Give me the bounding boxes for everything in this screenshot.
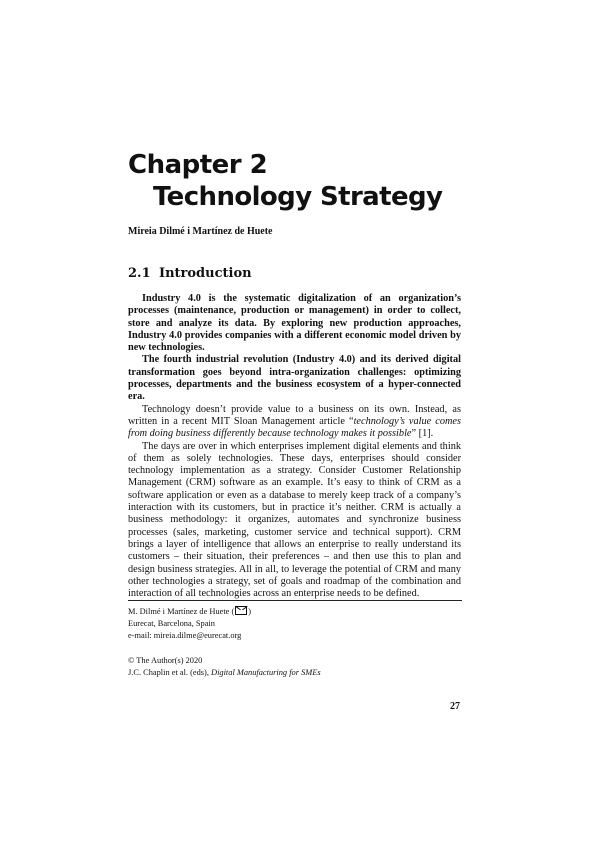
section-number: 2.1 — [128, 266, 151, 281]
paragraph-3 — [128, 404, 461, 441]
footnote-email: e-mail: mireia.dilme@eurecat.org — [128, 631, 242, 641]
footnotes — [128, 606, 462, 679]
section-heading — [128, 266, 252, 282]
footnote-copyright: © The Author(s) 2020 — [128, 655, 203, 665]
footnote-divider — [128, 600, 462, 601]
page-number: 27 — [450, 701, 460, 712]
paragraph-1: Industry 4.0 is the systematic digitalization of an organization’s processes (maintenance, production or management) in order to collect, store and analyze its data. By exploring new production approaches, Industry 4.0 provides companies with a different economic model driven by new technologies. — [128, 293, 461, 354]
paragraph-4: The days are over in which enterprises implement digital elements and think of them as solely technologies. These days, enterprises should consider technology implementation as a strategy. Consider Customer Relationship Management (CRM) software as an example. It’s easy to think of CRM as a software application or even as a database to merely keep track of a company’s interaction with its customers, but in practice it’s neither. CRM is actually a business methodology: it organizes, automates and synchronize business processes (sales, marketing, customer service and technical support). CRM brings a layer of intelligence that allows an enterprise to really understand its customers – their situation, their preferences – and then use this to plan and design business strategies. All in all, to leverage the potential of CRM and many other technologies a strategy, set of goals and roadmap of the combination and interaction of all technologies across an enterprise needs to be defined. — [128, 440, 461, 600]
footnote-citation — [128, 667, 462, 679]
paragraph-3-quote: technology’s value comes from doing business differently because technology makes it possible — [128, 415, 461, 440]
paragraph-3-end: ” [1]. — [411, 428, 434, 440]
footnote-affiliation: Eurecat, Barcelona, Spain — [128, 619, 215, 629]
footnote-citation-title: Digital Manufacturing for SMEs — [211, 667, 321, 677]
footnote-author-end: ) — [248, 607, 252, 616]
footnote-citation-start: J.C. Chaplin et al. (eds), — [128, 667, 212, 677]
footnote-author — [128, 606, 462, 618]
section-title: Introduction — [159, 266, 252, 281]
envelope-icon — [235, 606, 247, 615]
footnote-author-name: M. Dilmé i Martínez de Huete ( — [128, 607, 235, 616]
chapter-author: Mireia Dilmé i Martínez de Huete — [128, 226, 273, 237]
chapter-title: Technology Strategy — [153, 182, 443, 212]
chapter-number: Chapter 2 — [128, 150, 268, 180]
paragraph-3-start: Technology doesn’t provide value to a business on its own. Instead, as written in a recent MIT Sloan Management article “ — [128, 403, 461, 427]
body-text — [128, 293, 461, 600]
paragraph-2: The fourth industrial revolution (Industry 4.0) and its derived digital transformation goes beyond intra-organization challenges: optimizing processes, departments and the business ecosystem of a hyper-connected era. — [128, 354, 461, 403]
